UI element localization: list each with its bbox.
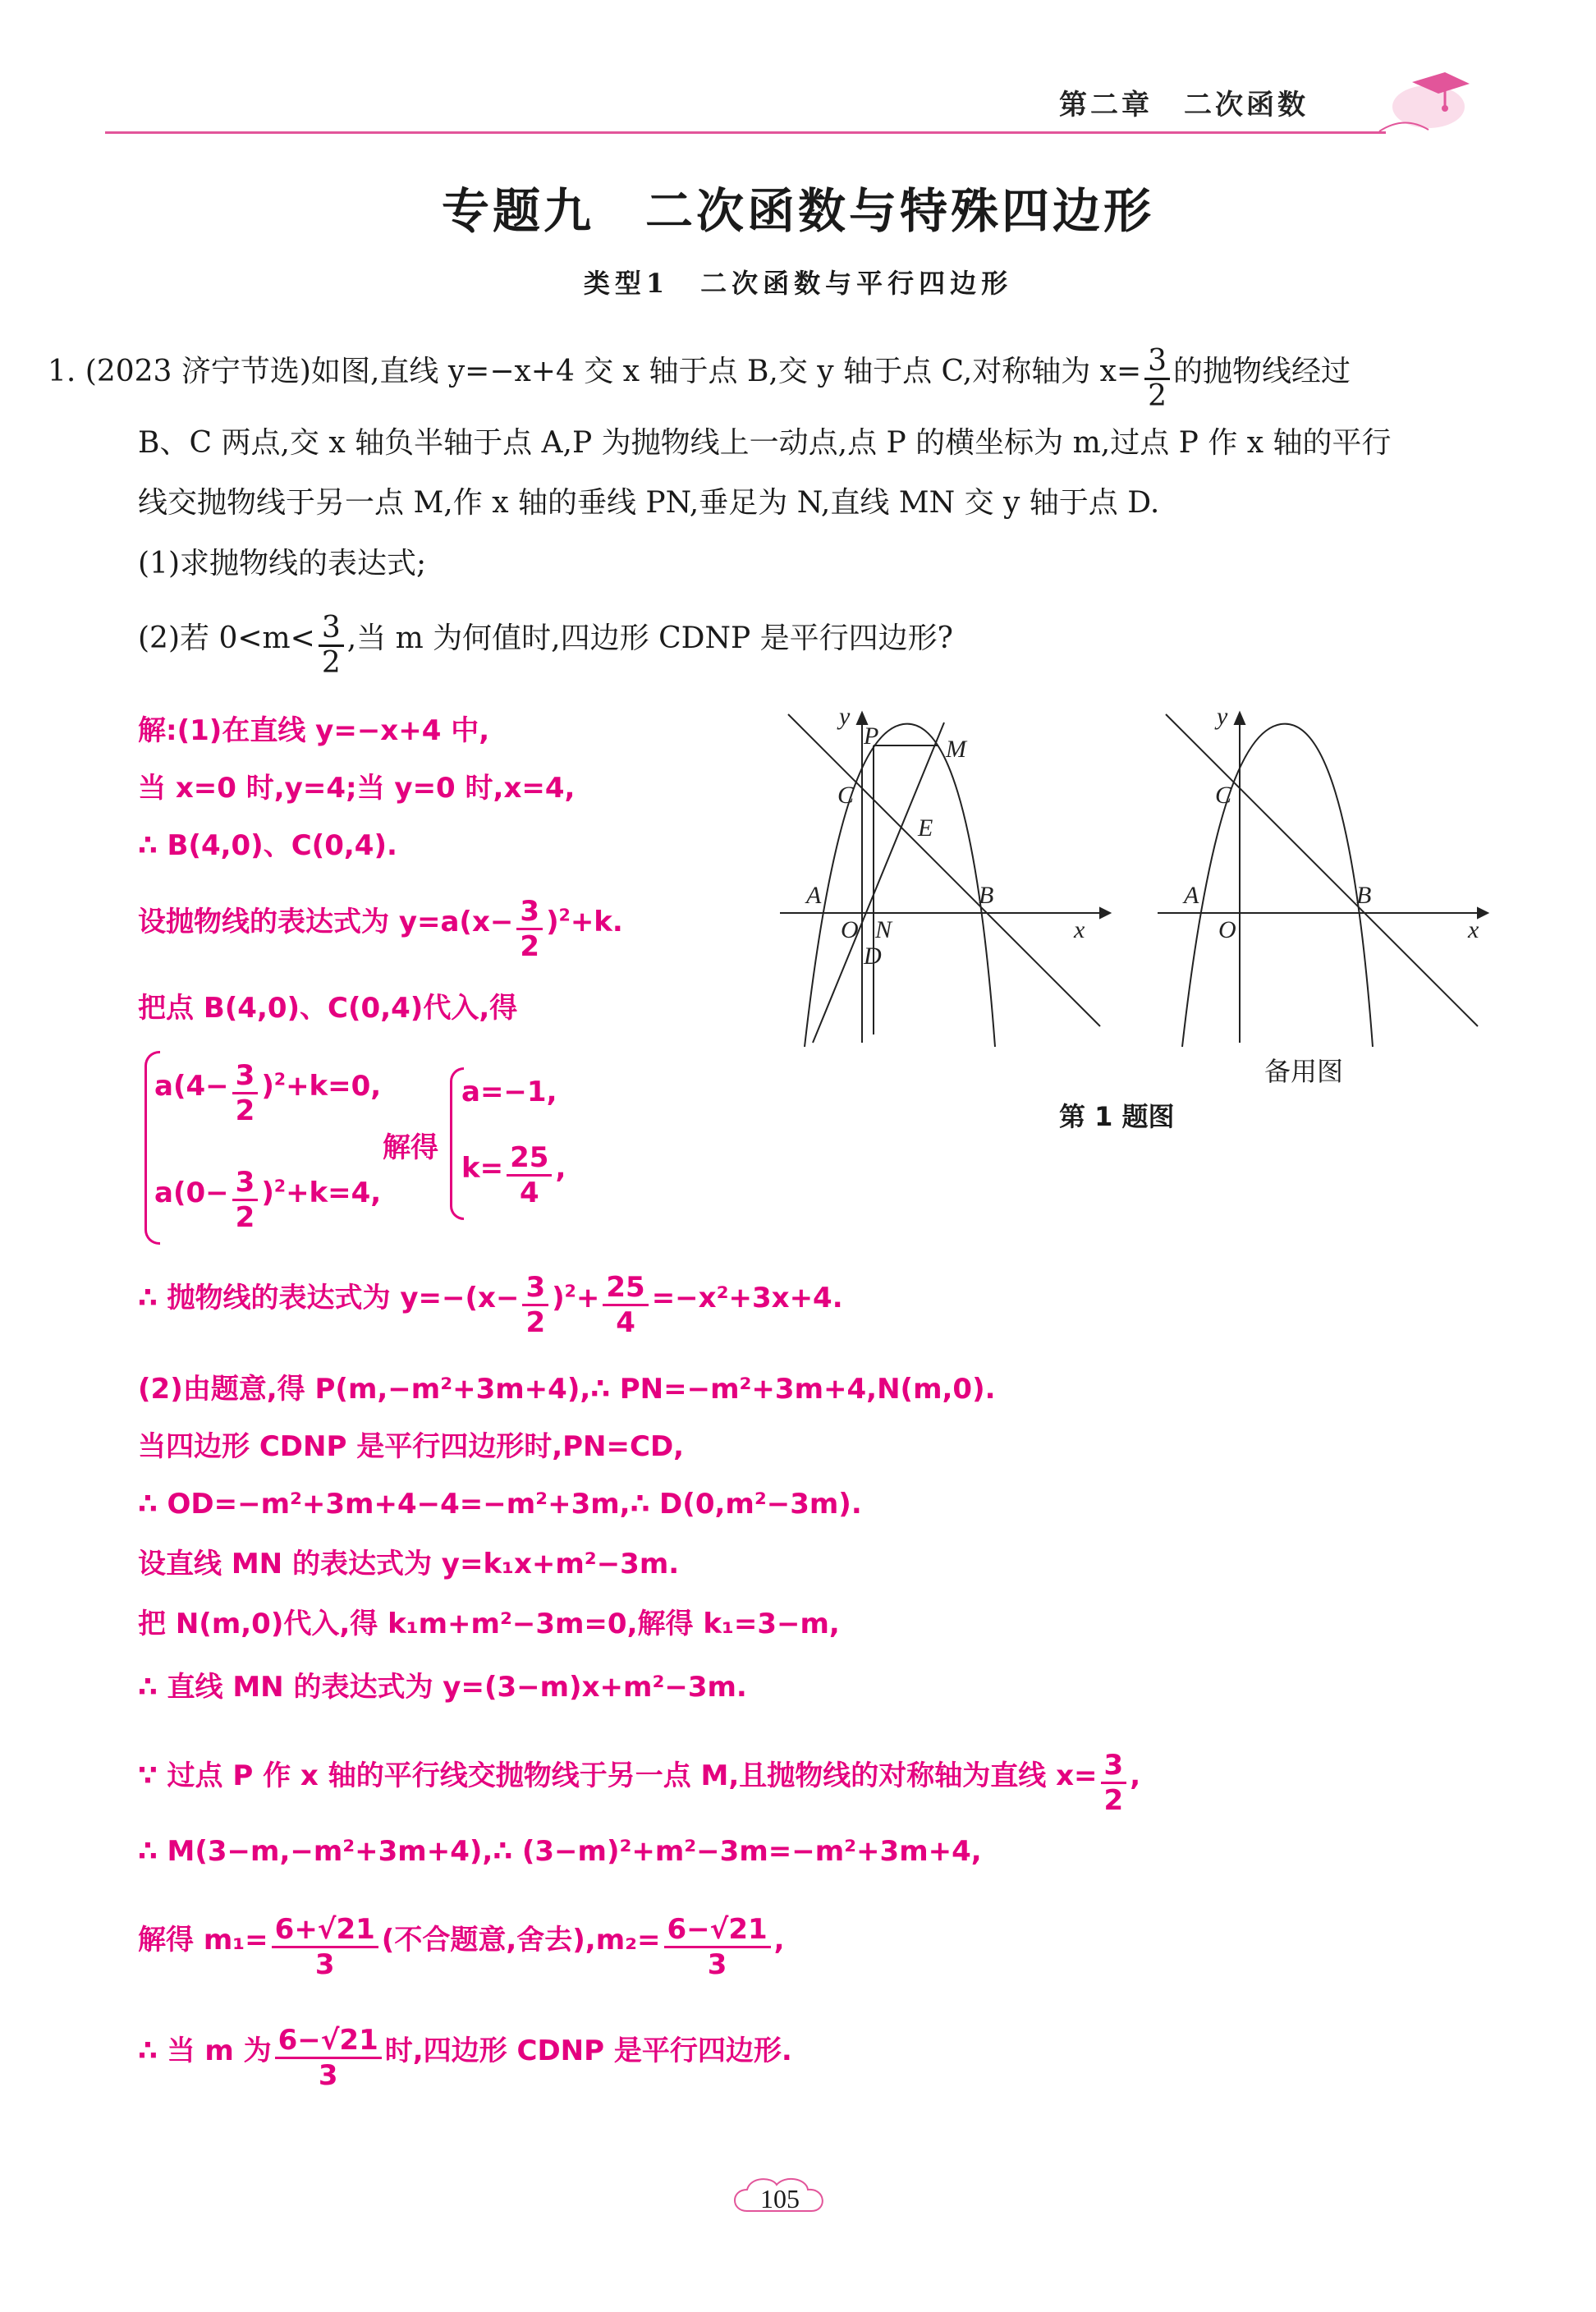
solution-line: 设直线 MN 的表达式为 y=k₁x+m²−3m. [138,1548,680,1580]
figure-label: C [1215,782,1232,809]
figure-label: x [1074,916,1085,943]
figure-label: y [1217,706,1228,730]
solve-word: 解得 [383,1131,438,1164]
mortarboard-decoration-icon [1363,57,1478,140]
figure-label: C [837,782,855,809]
topic-title: 专题九 二次函数与特殊四边形 [441,183,1154,239]
figure-label: N [875,916,892,943]
solution-line: ∴ M(3−m,−m²+3m+4),∴ (3−m)²+m²−3m=−m²+3m+4, [138,1835,982,1868]
figure-label: O [841,916,859,943]
backup-figure-caption: 备用图 [1264,1056,1344,1087]
figure-label: A [806,882,822,909]
solution-line: ∴ 抛物线的表达式为 y=−(x− $\frac{3}{2}$ )$^2$+ $\frac{25}{4}$ =−x²+3x+4. [138,1271,843,1339]
figure-label: M [946,736,966,763]
result-a: a=−1, [461,1076,557,1108]
system-equation-2: a(0− $\frac{3}{2}$ )$^2$+k=4, [154,1166,382,1234]
figure-label: P [864,722,879,750]
solution-line: 把点 B(4,0)、C(0,4)代入,得 [138,992,518,1025]
solution-line: ∴ 当 m 为 $\frac{6-√21}{3}$ 时,四边形 CDNP 是平行四边形. [138,2024,792,2092]
header-divider [105,131,1386,134]
solution-line: ∴ B(4,0)、C(0,4). [138,829,397,862]
figure-label: E [918,814,933,842]
x-axis-arrow [1100,908,1110,918]
solution-line: 解得 m₁= $\frac{6+√21}{3}$ (不合题意,舍去),m₂= $\frac{6-√21}{3}$ , [138,1913,785,1981]
problem-line-3: 线交抛物线于另一点 M,作 x 轴的垂线 PN,垂足为 N,直线 MN 交 y 轴于点 D. [138,486,1160,520]
parabola [805,724,995,1047]
solution-line: 把 N(m,0)代入,得 k₁m+m²−3m=0,解得 k₁=3−m, [138,1608,840,1640]
figure-label: x [1468,916,1479,943]
figure-label: D [864,943,882,970]
problem-line-2: B、C 两点,交 x 轴负半轴于点 A,P 为抛物线上一动点,点 P 的横坐标为 m,过点 P 作 x 轴的平行 [138,426,1392,460]
solution-line: ∴ OD=−m²+3m+4−4=−m²+3m,∴ D(0,m²−3m). [138,1488,862,1521]
solution-line: ∵ 过点 P 作 x 轴的平行线交抛物线于另一点 M,且抛物线的对称轴为直线 x= $\frac{3}{2}$ , [138,1749,1141,1817]
solution-line: 解:(1)在直线 y=−x+4 中, [138,714,490,747]
page-number: 105 [760,2184,800,2213]
backup-figure [1149,706,1494,1051]
solution-line: 当 x=0 时,y=4;当 y=0 时,x=4, [138,772,576,805]
figure-label: B [1356,882,1372,909]
figure-label: A [1184,882,1199,909]
problem-part-2: (2)若 0<m< $\frac{3}{2}$ ,当 m 为何值时,四边形 CDNP 是平行四边形? [138,611,953,680]
problem-line-1: 1. (2023 济宁节选)如图,直线 y=−x+4 交 x 轴于点 B,交 y 轴于点 C,对称轴为 x= $\frac{3}{2}$ 的抛物线经过 [48,344,1351,413]
parabola [1182,724,1373,1047]
figure-label: B [979,882,994,909]
solution-line: 当四边形 CDNP 是平行四边形时,PN=CD, [138,1430,685,1463]
main-figure [772,706,1117,1051]
solution-line: 设抛物线的表达式为 y=a(x− $\frac{3}{2}$ )$^2$+k. [138,895,623,963]
result-k: k= $\frac{25}{4}$ , [461,1141,566,1209]
chapter-header: 第二章 二次函数 [1059,89,1309,122]
system-equation-1: a(4− $\frac{3}{2}$ )$^2$+k=0, [154,1059,382,1127]
figure-caption: 第 1 题图 [1059,1101,1175,1132]
x-axis-arrow [1478,908,1488,918]
solution-line: ∴ 直线 MN 的表达式为 y=(3−m)x+m²−3m. [138,1671,747,1704]
type-subtitle: 类型1 二次函数与平行四边形 [583,268,1013,299]
line-MN [813,722,944,1043]
problem-part-1: (1)求抛物线的表达式; [138,547,427,580]
figure-label: y [839,706,851,730]
solution-line: (2)由题意,得 P(m,−m²+3m+4),∴ PN=−m²+3m+4,N(m,0). [138,1373,996,1406]
figure-label: O [1218,916,1236,943]
line-BC [788,714,1100,1026]
line-BC [1166,714,1478,1026]
y-axis-arrow [1235,713,1245,724]
